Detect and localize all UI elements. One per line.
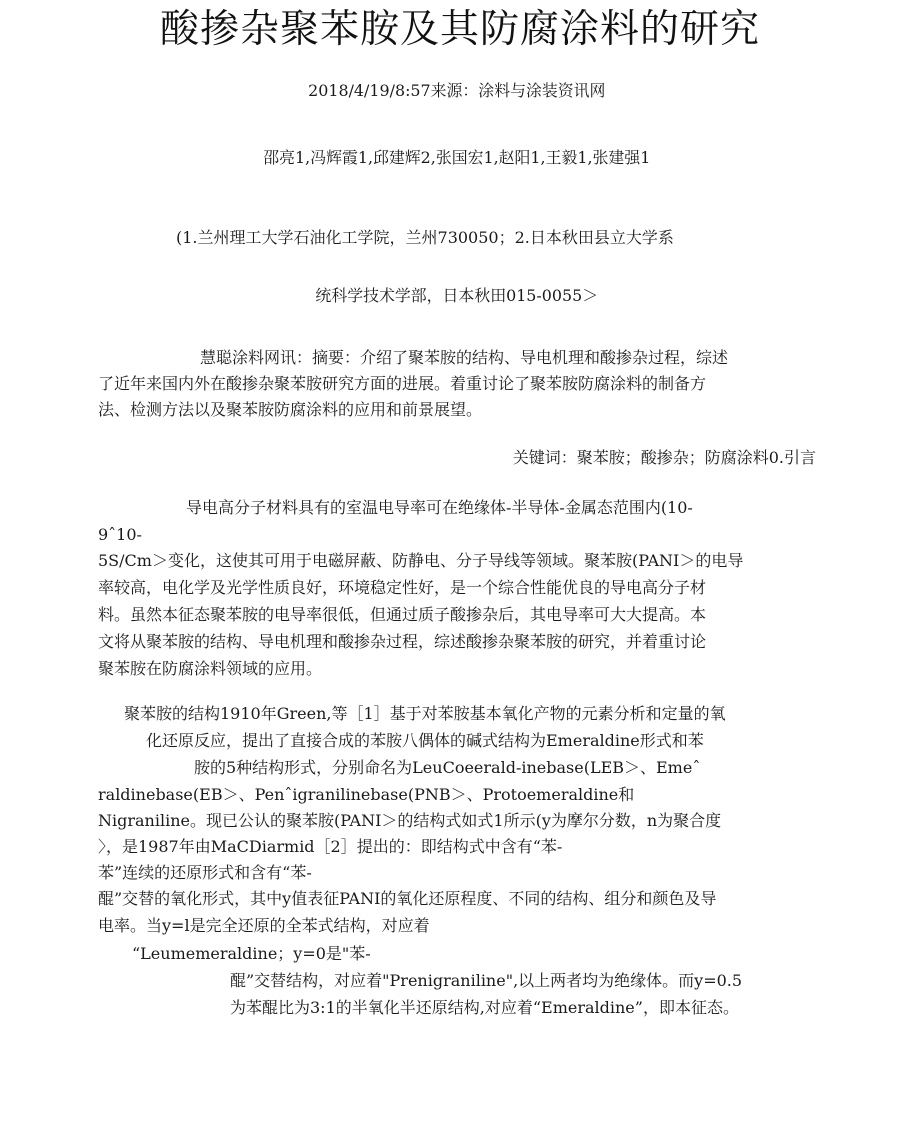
abstract-line: 法、检测方法以及聚苯胺防腐涂料的应用和前景展望。 (98, 400, 483, 419)
intro-line: 9ˆ10- (98, 525, 142, 544)
intro-line: 聚苯胺在防腐涂料领域的应用。 (98, 659, 323, 678)
intro-line: 5S/Cm＞变化，这使其可用于电磁屏蔽、防静电、分子导线等领域。聚苯胺(PANI＞的电导 (98, 551, 744, 570)
keywords-line: 关键词：聚苯胺；酸掺杂；防腐涂料0.引言 (512, 448, 816, 467)
structure-line: “Leumemeraldine；y=0是"苯- (132, 944, 371, 963)
structure-line: 聚苯胺的结构1910年Green,等［1］基于对苯胺基本氧化产物的元素分析和定量的氧 (124, 704, 726, 723)
intro-line: 率较高，电化学及光学性质良好，环境稳定性好，是一个综合性能优良的导电高分子材 (98, 578, 707, 597)
structure-line: 〉，是1987年由MaCDiarmid［2］提出的：即结构式中含有“苯- (98, 837, 563, 856)
intro-line: 导电高分子材料具有的室温电导率可在绝缘体-半导体-金属态范围内(10- (186, 498, 693, 517)
structure-line: 醌”交替的氧化形式，其中y值表征PANI的氧化还原程度、不同的结构、组分和颜色及导 (98, 889, 717, 908)
authors-line: 邵亮1,冯辉霞1,邱建辉2,张国宏1,赵阳1,王毅1,张建强1 (263, 148, 651, 167)
structure-line: 胺的5种结构形式，分别命名为LeuCoeerald-inebase(LEB＞、Emeˆ (194, 758, 701, 777)
structure-line: 化还原反应，提出了直接合成的苯胺八偶体的碱式结构为Emeraldine形式和苯 (146, 731, 704, 750)
abstract-line: 了近年来国内外在酸掺杂聚苯胺研究方面的进展。着重讨论了聚苯胺防腐涂料的制备方 (98, 374, 707, 393)
abstract-line: 慧聪涂料网讯：摘要：介绍了聚苯胺的结构、导电机理和酸掺杂过程，综述 (200, 348, 729, 367)
structure-line: raldinebase(EB＞、Penˆigranilinebase(PNB＞、Protoemeraldine和 (98, 785, 635, 804)
article-title: 酸掺杂聚苯胺及其防腐涂料的研究 (159, 7, 760, 52)
structure-line: 为苯醌比为3:1的半氧化半还原结构,对应着“Emeraldine”，即本征态。 (230, 998, 739, 1017)
affiliation-line-2: 统科学技术学部，日本秋田015-0055＞ (315, 286, 599, 305)
structure-line: Nigraniline。现已公认的聚苯胺(PANI＞的结构式如式1所示(y为摩尔分数，n为聚合度 (98, 811, 722, 830)
intro-line: 文将从聚苯胺的结构、导电机理和酸掺杂过程，综述酸掺杂聚苯胺的研究，并着重讨论 (98, 632, 707, 651)
affiliation-line-1: (1.兰州理工大学石油化工学院，兰州730050；2.日本秋田县立大学系 (176, 228, 674, 247)
structure-line: 苯”连续的还原形式和含有“苯- (98, 863, 312, 882)
date-source-line: 2018/4/19/8:57来源：涂料与涂装资讯网 (308, 81, 606, 100)
structure-line: 电率。当y=l是完全还原的全苯式结构，对应着 (98, 916, 430, 935)
intro-line: 料。虽然本征态聚苯胺的电导率很低，但通过质子酸掺杂后，其电导率可大大提高。本 (98, 605, 707, 624)
structure-line: 醌”交替结构，对应着"Prenigraniline",以上两者均为绝缘体。而y=0.5 (230, 971, 743, 990)
